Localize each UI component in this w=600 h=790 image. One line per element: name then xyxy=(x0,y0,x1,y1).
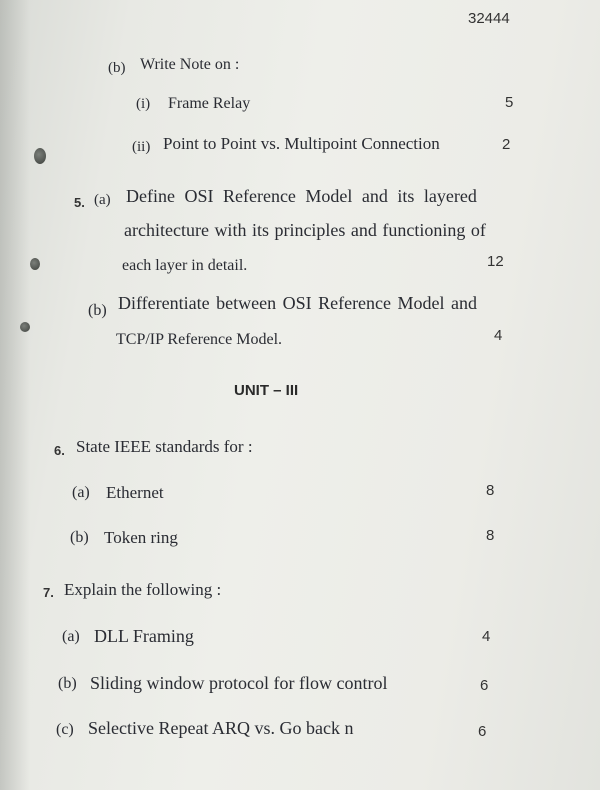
q5a-line-1: Define OSI Reference Model and its layered xyxy=(126,186,477,206)
q6b-label: (b) xyxy=(70,529,89,546)
binding-hole xyxy=(34,148,46,164)
q7-number: 7. xyxy=(43,585,54,600)
q5-number: 5. xyxy=(74,195,85,210)
q4b-i-marks: 5 xyxy=(505,94,514,111)
q4b-ii-text: Point to Point vs. Multipoint Connection xyxy=(163,134,440,153)
q4b-label: (b) xyxy=(108,60,126,76)
q7c-text: Selective Repeat ARQ vs. Go back n xyxy=(88,718,354,738)
q6a-text: Ethernet xyxy=(106,483,164,502)
q5b-line-1: Differentiate between OSI Reference Model and xyxy=(118,293,478,313)
page-code: 32444 xyxy=(468,10,510,27)
q4b-ii-label: (ii) xyxy=(132,139,151,155)
q5a-line-3: each layer in detail. xyxy=(122,257,248,274)
q4b-i-label: (i) xyxy=(136,96,151,112)
unit-heading: UNIT – III xyxy=(234,382,299,399)
q7a-text: DLL Framing xyxy=(94,626,194,646)
q4b-ii-marks: 2 xyxy=(502,136,511,153)
q6b-marks: 8 xyxy=(486,527,495,544)
q6-number: 6. xyxy=(54,443,65,458)
q7b-text: Sliding window protocol for flow control xyxy=(90,673,388,693)
q5a-label: (a) xyxy=(94,192,111,208)
q7a-marks: 4 xyxy=(482,628,491,645)
q6b-text: Token ring xyxy=(104,528,178,547)
q7c-label: (c) xyxy=(56,721,74,738)
q7a-label: (a) xyxy=(62,628,80,645)
q4b-text: Write Note on : xyxy=(140,56,240,73)
q5b-line-2: TCP/IP Reference Model. xyxy=(116,331,283,348)
binding-hole xyxy=(30,258,40,270)
binding-hole xyxy=(20,322,30,332)
q5a-line-2: architecture with its principles and functioning of xyxy=(124,220,486,240)
q5b-label: (b) xyxy=(88,302,107,319)
q5b-marks: 4 xyxy=(494,327,503,344)
q6-text: State IEEE standards for : xyxy=(76,437,253,456)
q7-text: Explain the following : xyxy=(64,580,222,599)
q6a-label: (a) xyxy=(72,484,90,501)
q6a-marks: 8 xyxy=(486,482,495,499)
q7c-marks: 6 xyxy=(478,723,487,740)
q7b-marks: 6 xyxy=(480,677,489,694)
q4b-i-text: Frame Relay xyxy=(168,95,251,112)
page-edge-shadow xyxy=(0,0,30,790)
q5a-marks: 12 xyxy=(487,253,504,270)
q7b-label: (b) xyxy=(58,675,77,692)
